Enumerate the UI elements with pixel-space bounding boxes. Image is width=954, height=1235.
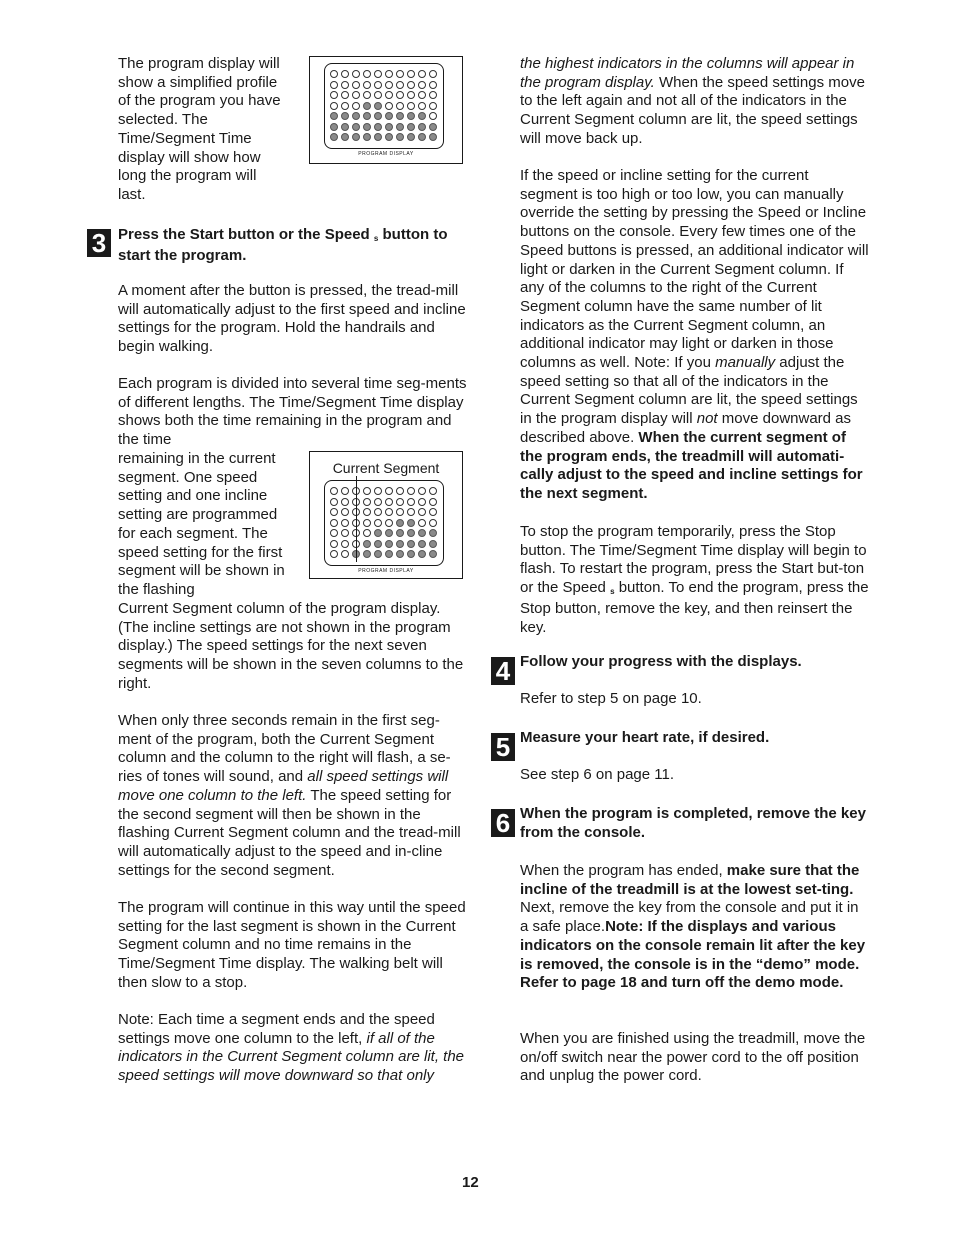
indicator-light	[418, 540, 426, 548]
paragraph: A moment after the button is pressed, the tread-mill will automatically adjust to the first speed and incline settings for the program. Hold the handrails and begin walking.	[118, 282, 466, 356]
indicator-light	[352, 70, 360, 78]
indicator-light	[330, 487, 338, 495]
indicator-light	[363, 540, 371, 548]
indicator-light	[385, 498, 393, 506]
indicator-light	[418, 133, 426, 141]
indicator-light	[407, 123, 415, 131]
indicator-light	[363, 519, 371, 527]
indicator-light	[418, 70, 426, 78]
current-segment-pointer	[356, 476, 357, 562]
indicator-light	[429, 112, 437, 120]
step-4-number: 4	[491, 657, 515, 685]
indicator-light	[385, 487, 393, 495]
indicator-light	[396, 70, 404, 78]
indicator-light	[407, 91, 415, 99]
indicator-light	[429, 81, 437, 89]
indicator-light	[418, 519, 426, 527]
indicator-light	[407, 540, 415, 548]
current-segment-caption: Current Segment	[332, 460, 440, 476]
indicator-light	[341, 102, 349, 110]
indicator-light	[385, 112, 393, 120]
indicator-light	[385, 81, 393, 89]
indicator-light	[374, 529, 382, 537]
indicator-light	[352, 91, 360, 99]
indicator-light	[429, 91, 437, 99]
indicator-light	[385, 540, 393, 548]
step-3-number: 3	[87, 229, 111, 257]
indicator-light	[385, 529, 393, 537]
indicator-light	[385, 70, 393, 78]
indicator-light	[396, 540, 404, 548]
indicator-light	[330, 550, 338, 558]
paragraph: The program will continue in this way until the speed setting for the last segment is shown in the Current Segment column and no time remains in the Time/Segment Time display. The walking belt will then slow to a stop.	[118, 899, 466, 991]
indicator-light	[407, 102, 415, 110]
indicator-light	[341, 81, 349, 89]
indicator-light	[341, 498, 349, 506]
indicator-light	[363, 133, 371, 141]
program-display-figure	[309, 56, 463, 164]
indicator-light	[407, 70, 415, 78]
paragraph: the highest indicators in the columns will appear in the program display. When the speed settings move to the left again and not all of the indicators in the Current Segment column are lit, the speed settings will move back up.	[520, 55, 865, 147]
indicator-light	[385, 133, 393, 141]
indicator-light	[407, 81, 415, 89]
indicator-light	[429, 550, 437, 558]
indicator-light	[385, 91, 393, 99]
indicator-light	[429, 123, 437, 131]
indicator-light	[374, 102, 382, 110]
indicator-light	[330, 133, 338, 141]
indicator-light	[363, 508, 371, 516]
indicator-light	[352, 81, 360, 89]
indicator-light	[407, 508, 415, 516]
indicator-light	[363, 81, 371, 89]
indicator-light	[341, 529, 349, 537]
indicator-light	[429, 70, 437, 78]
indicator-light	[407, 519, 415, 527]
indicator-light	[374, 519, 382, 527]
indicator-light	[363, 70, 371, 78]
indicator-light	[396, 81, 404, 89]
indicator-light	[341, 112, 349, 120]
step-6-number: 6	[491, 809, 515, 837]
indicator-light	[330, 123, 338, 131]
indicator-light	[396, 112, 404, 120]
indicator-light	[418, 508, 426, 516]
indicator-light	[374, 112, 382, 120]
indicator-light	[352, 102, 360, 110]
indicator-light	[374, 123, 382, 131]
indicator-light	[341, 91, 349, 99]
paragraph: Current Segment column of the program display. (The incline settings are not shown in the program display.) The speed settings for the next seven segments will be shown in the seven columns to the right.	[118, 600, 464, 692]
indicator-light	[418, 487, 426, 495]
indicator-light	[330, 81, 338, 89]
indicator-light	[374, 540, 382, 548]
indicator-light	[374, 133, 382, 141]
program-display-screen	[324, 480, 444, 566]
indicator-light	[407, 112, 415, 120]
indicator-light	[396, 133, 404, 141]
indicator-light	[363, 550, 371, 558]
indicator-light	[363, 487, 371, 495]
indicator-light	[352, 112, 360, 120]
indicator-light	[363, 498, 371, 506]
indicator-light	[418, 81, 426, 89]
indicator-light	[418, 550, 426, 558]
indicator-light	[407, 133, 415, 141]
indicator-light	[352, 133, 360, 141]
indicator-light	[407, 550, 415, 558]
indicator-light	[374, 550, 382, 558]
indicator-light	[418, 498, 426, 506]
indicator-light	[363, 123, 371, 131]
indicator-light	[396, 529, 404, 537]
paragraph: When you are finished using the treadmill, move the on/off switch near the power cord to the off position and unplug the power cord.	[520, 1030, 866, 1085]
indicator-light	[418, 529, 426, 537]
indicator-light	[429, 540, 437, 548]
indicator-light	[396, 498, 404, 506]
indicator-light	[429, 529, 437, 537]
indicator-light	[418, 112, 426, 120]
indicator-light	[374, 508, 382, 516]
indicator-light	[330, 70, 338, 78]
indicator-light	[385, 123, 393, 131]
step-5-heading: Measure your heart rate, if desired.	[520, 729, 770, 746]
indicator-light	[374, 91, 382, 99]
indicator-light	[429, 508, 437, 516]
indicator-light	[429, 102, 437, 110]
indicator-light	[330, 112, 338, 120]
indicator-light	[407, 529, 415, 537]
indicator-light	[330, 498, 338, 506]
program-display-label: PROGRAM DISPLAY	[358, 568, 414, 574]
indicator-light	[374, 81, 382, 89]
indicator-light	[341, 70, 349, 78]
paragraph: When only three seconds remain in the first seg-ment of the program, both the Current Segment column and the column to the right will flash, a se-ries of tones will sound, and all speed settings will move one column to the left. The speed setting for the second segment will then be shown in the flashing Current Segment column and the tread-mill will automatically adjust to the speed and in-cline settings for the second segment.	[118, 712, 461, 879]
program-display-label: PROGRAM DISPLAY	[358, 151, 414, 157]
indicator-light	[341, 123, 349, 131]
indicator-light	[407, 498, 415, 506]
indicator-light	[396, 508, 404, 516]
step-3-heading: Press the Start button or the Speed s button to start the program.	[118, 226, 448, 264]
indicator-light	[330, 102, 338, 110]
indicator-light	[429, 498, 437, 506]
paragraph: See step 6 on page 11.	[520, 766, 675, 783]
speed-up-icon: s	[610, 587, 615, 597]
indicator-light	[396, 519, 404, 527]
indicator-light	[418, 123, 426, 131]
indicator-light	[330, 508, 338, 516]
indicator-light	[429, 519, 437, 527]
program-display-screen	[324, 63, 444, 149]
indicator-light	[407, 487, 415, 495]
paragraph: remaining in the current segment. One speed setting and one incline setting are programmed for each segment. The speed setting for the first segment will be shown in the flashing	[118, 450, 285, 598]
indicator-light	[374, 70, 382, 78]
paragraph: When the program has ended, make sure that the incline of the treadmill is at the lowest set-ting. Next, remove the key from the console and put it in a safe place.Note: If the displays and various indicators on the console remain lit after the key is removed, the console is in the “demo” mode. Refer to page 18 and turn off the demo mode.	[520, 862, 866, 992]
indicator-light	[396, 123, 404, 131]
current-segment-figure	[309, 451, 463, 579]
indicator-light	[418, 102, 426, 110]
indicator-light	[396, 550, 404, 558]
paragraph: To stop the program temporarily, press the Stop button. The Time/Segment Time display will begin to flash. To restart the program, press the Start but-ton or the Speed s button. To end the program, press the Stop button, remove the key, and then reinsert the key.	[520, 523, 869, 636]
indicator-light	[341, 508, 349, 516]
indicator-light	[330, 529, 338, 537]
indicator-light	[396, 487, 404, 495]
indicator-light	[330, 519, 338, 527]
indicator-light	[330, 91, 338, 99]
paragraph: If the speed or incline setting for the current segment is too high or too low, you can manually override the setting by pressing the Speed or Incline buttons on the console. Every few times one of the Speed buttons is pressed, an additional indicator will light or darken in the Current Segment column. If any of the columns to the right of the Current Segment column have the same number of lit indicators as the Current Segment column, an additional indicator may light or darken in those columns as well. Note: If you manually adjust the speed setting so that all of the indicators in the Current Segment column are lit, the speed settings in the program display will not move downward as described above. When the current segment of the program ends, the treadmill will automati-cally adjust to the speed and incline settings for the next segment.	[520, 167, 869, 502]
paragraph: Refer to step 5 on page 10.	[520, 690, 702, 707]
indicator-light	[385, 519, 393, 527]
indicator-light	[385, 550, 393, 558]
indicator-light	[385, 102, 393, 110]
page-number: 12	[462, 1174, 479, 1191]
step-6-heading: When the program is completed, remove the key from the console.	[520, 805, 866, 841]
indicator-light	[363, 112, 371, 120]
paragraph: Note: Each time a segment ends and the speed settings move one column to the left, if all of the indicators in the Current Segment column are lit, the speed settings will move downward so that only	[118, 1011, 465, 1085]
indicator-light	[352, 123, 360, 131]
indicator-light	[363, 91, 371, 99]
indicator-light	[341, 550, 349, 558]
indicator-light	[341, 487, 349, 495]
indicator-light	[429, 487, 437, 495]
indicator-light	[418, 91, 426, 99]
indicator-light	[396, 102, 404, 110]
indicator-light	[374, 498, 382, 506]
intro-paragraph: The program display will show a simplified profile of the program you have selected. The Time/Segment Time display will show how long the program will last.	[118, 55, 281, 203]
indicator-light	[363, 529, 371, 537]
step-5-number: 5	[491, 733, 515, 761]
paragraph: Each program is divided into several time seg-ments of different lengths. The Time/Segment Time display shows both the time remaining in the program and the time	[118, 375, 467, 449]
speed-up-icon: s	[373, 234, 379, 243]
indicator-light	[396, 91, 404, 99]
indicator-light	[341, 540, 349, 548]
indicator-light	[341, 519, 349, 527]
step-4-heading: Follow your progress with the displays.	[520, 653, 802, 670]
indicator-light	[374, 487, 382, 495]
indicator-light	[429, 133, 437, 141]
indicator-light	[330, 540, 338, 548]
indicator-light	[341, 133, 349, 141]
indicator-light	[385, 508, 393, 516]
indicator-light	[363, 102, 371, 110]
